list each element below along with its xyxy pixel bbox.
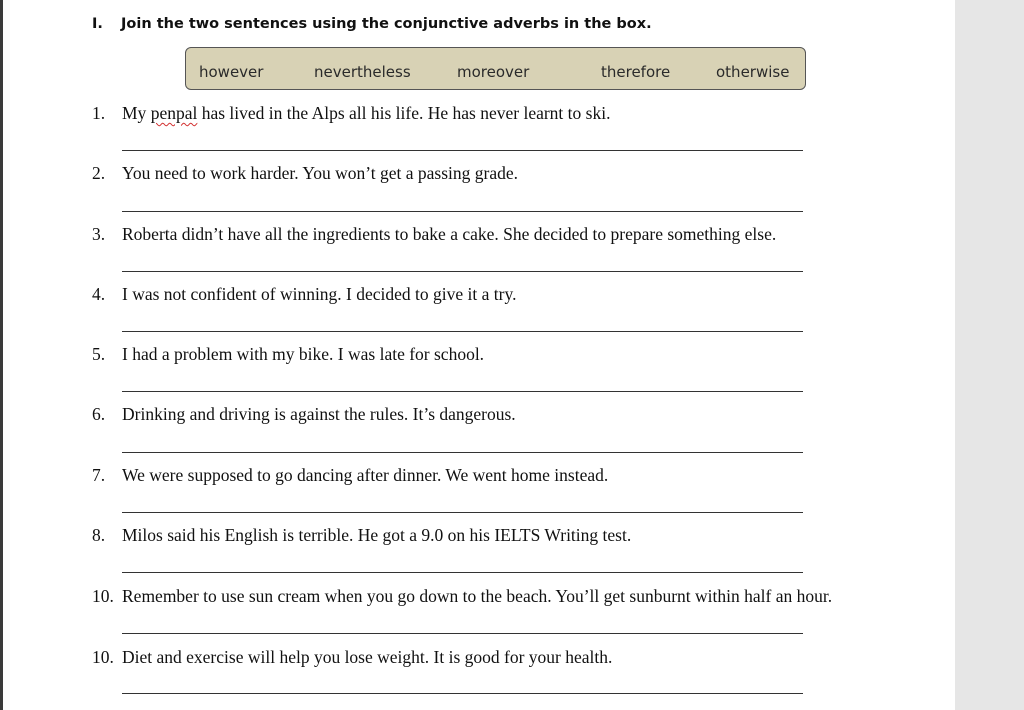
item-text: I had a problem with my bike. I was late for school.: [122, 344, 485, 364]
answer-line-4[interactable]: [122, 331, 803, 332]
word-nevertheless: nevertheless: [314, 63, 411, 81]
answer-line-7[interactable]: [122, 512, 803, 513]
item-text: Roberta didn’t have all the ingredients to bake a cake. She decided to prepare something else.: [122, 224, 777, 244]
exercise-item-9: [92, 586, 832, 607]
item-text-pre: My: [122, 103, 151, 123]
exercise-item-4: [92, 284, 516, 305]
item-number: 10.: [92, 647, 114, 667]
conjunctive-adverb-box: [185, 47, 806, 90]
page-edge: [0, 0, 3, 710]
exercise-item-3: [92, 224, 776, 245]
item-text: Remember to use sun cream when you go down to the beach. You’ll get sunburnt within half an hour.: [122, 586, 833, 606]
item-number: 6.: [92, 404, 106, 424]
item-text: Diet and exercise will help you lose weight. It is good for your health.: [122, 647, 613, 667]
answer-line-10[interactable]: [122, 693, 803, 694]
exercise-item-6: [92, 404, 516, 425]
item-text: You need to work harder. You won’t get a passing grade.: [122, 163, 518, 183]
exercise-item-5: [92, 344, 484, 365]
exercise-item-1: [92, 103, 610, 124]
item-text-post: has lived in the Alps all his life. He has never learnt to ski.: [197, 103, 611, 123]
word-therefore: therefore: [601, 63, 671, 81]
item-text: We were supposed to go dancing after dinner. We went home instead.: [122, 465, 609, 485]
word-otherwise: otherwise: [716, 63, 790, 81]
item-number: 8.: [92, 525, 106, 545]
instruction-heading: [92, 16, 652, 32]
answer-line-5[interactable]: [122, 391, 803, 392]
item-number: 3.: [92, 224, 106, 244]
item-number: 4.: [92, 284, 106, 304]
exercise-item-2: [92, 163, 518, 184]
answer-line-2[interactable]: [122, 211, 803, 212]
instruction-text: Join the two sentences using the conjunctive adverbs in the box.: [121, 16, 652, 32]
item-number: 1.: [92, 103, 106, 123]
exercise-item-8: [92, 525, 631, 546]
section-number: I.: [92, 16, 103, 32]
exercise-item-10: [92, 647, 612, 668]
spellcheck-flagged-word: penpal: [150, 103, 198, 123]
answer-line-3[interactable]: [122, 271, 803, 272]
word-however: however: [199, 63, 264, 81]
item-number: 2.: [92, 163, 106, 183]
exercise-item-7: [92, 465, 608, 486]
answer-line-6[interactable]: [122, 452, 803, 453]
word-moreover: moreover: [457, 63, 530, 81]
answer-line-9[interactable]: [122, 633, 803, 634]
answer-line-8[interactable]: [122, 572, 803, 573]
item-text: Milos said his English is terrible. He got a 9.0 on his IELTS Writing test.: [122, 525, 632, 545]
answer-line-1[interactable]: [122, 150, 803, 151]
item-number: 7.: [92, 465, 106, 485]
item-number: 5.: [92, 344, 106, 364]
item-text: I was not confident of winning. I decided to give it a try.: [122, 284, 517, 304]
item-text: Drinking and driving is against the rules. It’s dangerous.: [122, 404, 516, 424]
item-number: 10.: [92, 586, 114, 606]
